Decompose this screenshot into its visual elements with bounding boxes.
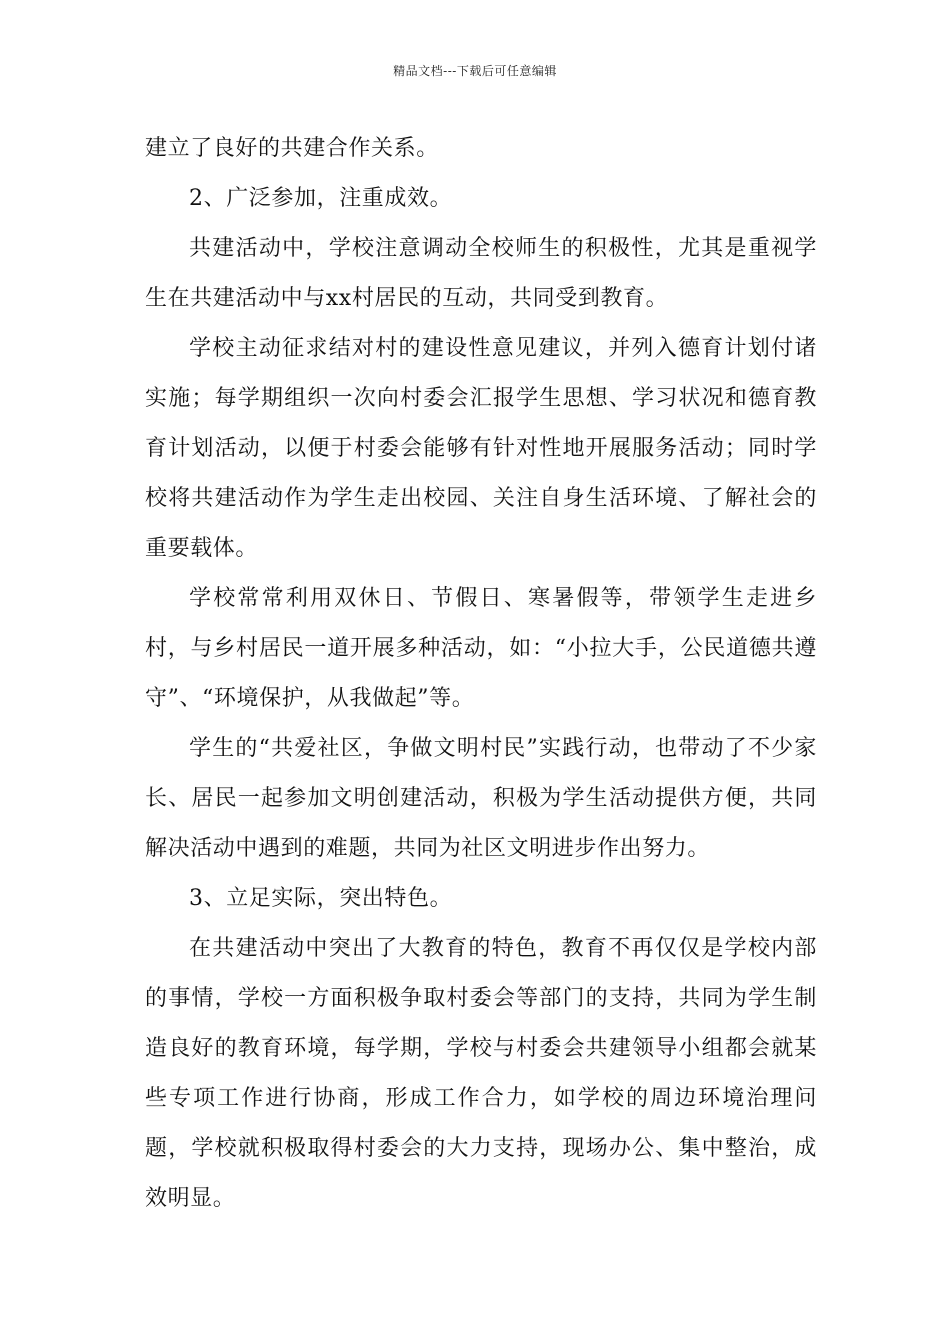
paragraph: 学校主动征求结对村的建设性意见建议，并列入德育计划付诸实施；每学期组织一次向村委会汇报学生思想、学习状况和德育教育计划活动，以便于村委会能够有针对性地开展服务活动；同时学校将共建活动作为学生走出校园、关注自身生活环境、了解社会的重要载体。	[145, 336, 817, 561]
paragraph: 在共建活动中突出了大教育的特色，教育不再仅仅是学校内部的事情，学校一方面积极争取村委会等部门的支持，共同为学生制造良好的教育环境，每学期，学校与村委会共建领导小组都会就某些专项工作进行协商，形成工作合力，如学校的周边环境治理问题，学校就积极取得村委会的大力支持，现场办公、集中整治，成效明显。	[145, 936, 817, 1211]
paragraph: 学生的“共爱社区，争做文明村民”实践行动，也带动了不少家长、居民一起参加文明创建活动，积极为学生活动提供方便，共同解决活动中遇到的难题，共同为社区文明进步作出努力。	[145, 736, 817, 861]
section-heading-2: 2、广泛参加，注重成效。	[189, 186, 453, 211]
paragraph: 共建活动中，学校注意调动全校师生的积极性，尤其是重视学生在共建活动中与xx村居民的互动，共同受到教育。	[145, 236, 817, 311]
paragraph: 学校常常利用双休日、节假日、寒暑假等，带领学生走进乡村，与乡村居民一道开展多种活动，如：“小拉大手，公民道德共遵守”、“环境保护，从我做起”等。	[145, 586, 817, 711]
document-body	[145, 124, 817, 1224]
paragraph-continuation: 建立了良好的共建合作关系。	[145, 136, 439, 161]
page-header: 精品文档---下载后可任意编辑	[393, 64, 557, 78]
section-heading-3: 3、立足实际，突出特色。	[189, 886, 453, 911]
